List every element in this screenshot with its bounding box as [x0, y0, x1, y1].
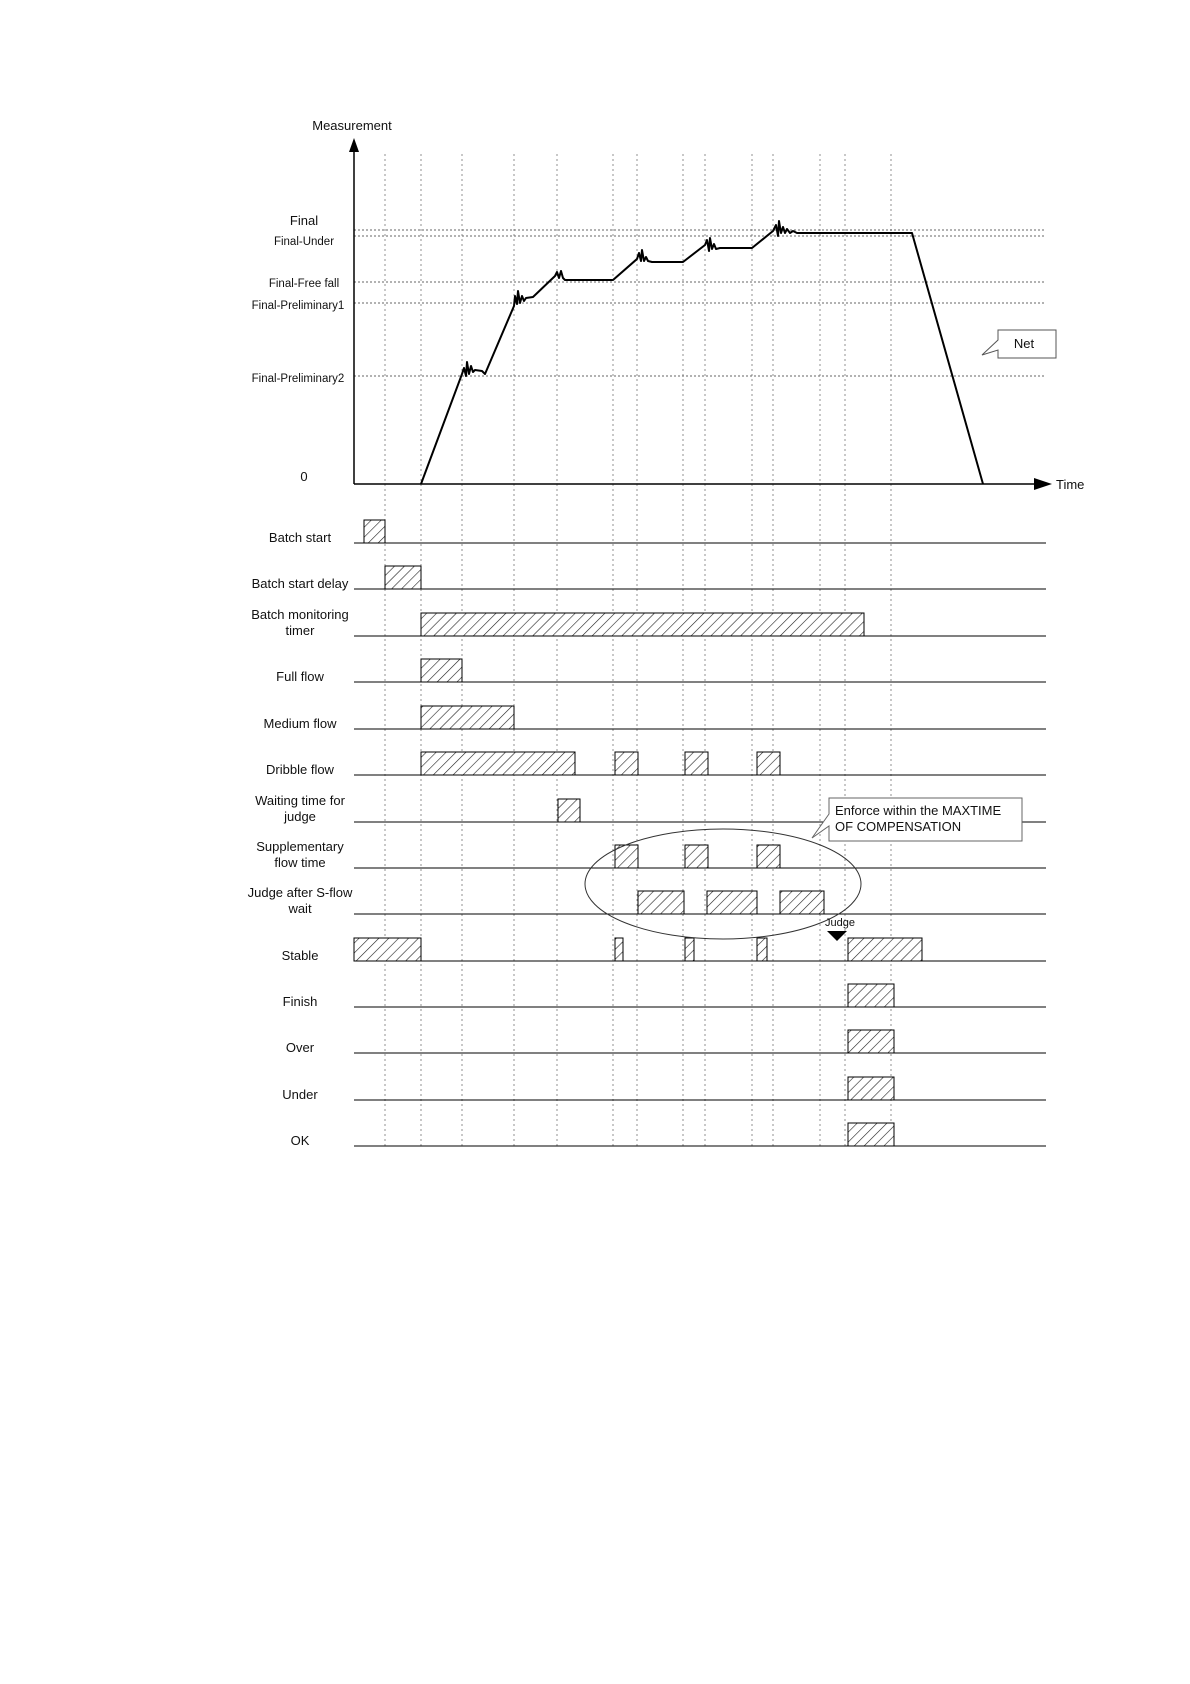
y-axis-title: Measurement — [312, 118, 392, 133]
signal-pulse — [421, 659, 462, 682]
signal-pulse — [615, 752, 638, 775]
measurement-trace — [421, 221, 983, 484]
signal-label: Supplementary — [256, 839, 344, 854]
signal-pulse — [848, 1030, 894, 1053]
signal-pulse — [848, 984, 894, 1007]
compensation-note-line-1: Enforce within the MAXTIME — [835, 803, 1002, 818]
signal-label: Batch monitoring — [251, 607, 349, 622]
level-label-final-preliminary1: Final-Preliminary1 — [251, 300, 345, 312]
zero-label: 0 — [300, 469, 308, 484]
signal-pulse — [685, 752, 708, 775]
judge-label: Judge — [825, 917, 855, 929]
signal-label: wait — [288, 901, 312, 916]
compensation-note-line-2: OF COMPENSATION — [835, 819, 962, 834]
signal-label: judge — [284, 809, 316, 824]
signal-label: timer — [285, 623, 315, 638]
signal-pulse — [685, 845, 708, 868]
signal-label: Full flow — [276, 669, 324, 684]
signal-pulse — [354, 938, 421, 961]
signal-label: Batch start delay — [251, 576, 349, 591]
judge-arrow-icon — [827, 931, 847, 941]
level-lines — [354, 230, 1046, 376]
x-axis — [354, 478, 1052, 490]
signal-pulse — [757, 938, 767, 961]
signal-label: OK — [290, 1133, 310, 1148]
signal-pulse — [638, 891, 684, 914]
judge-marker — [825, 917, 855, 941]
level-label-final-free-fall: Final-Free fall — [268, 278, 340, 290]
signal-pulse — [364, 520, 385, 543]
signal-label: Dribble flow — [266, 762, 334, 777]
signal-pulse — [757, 752, 780, 775]
signal-label: flow time — [274, 855, 326, 870]
signal-label: Batch start — [268, 530, 332, 545]
signal-pulse — [615, 938, 623, 961]
signal-label: Stable — [281, 948, 319, 963]
signal-pulse — [848, 1123, 894, 1146]
signal-pulse — [707, 891, 757, 914]
level-label-final: Final — [289, 213, 319, 228]
x-axis-title: Time — [1056, 477, 1085, 492]
signal-pulse — [757, 845, 780, 868]
signal-pulse — [848, 938, 922, 961]
net-label: Net — [1013, 336, 1035, 351]
signal-pulse — [421, 706, 514, 729]
signal-label: Over — [285, 1040, 315, 1055]
signal-label: Waiting time for — [255, 793, 345, 808]
y-axis — [349, 138, 359, 484]
net-callout — [982, 330, 1056, 358]
signal-pulse — [421, 613, 864, 636]
signal-pulse — [848, 1077, 894, 1100]
signal-pulse — [421, 752, 575, 775]
level-label-final-preliminary2: Final-Preliminary2 — [251, 373, 345, 385]
signal-label: Under — [282, 1087, 318, 1102]
signal-pulse — [385, 566, 421, 589]
signal-label: Medium flow — [263, 716, 337, 731]
signal-pulse — [685, 938, 694, 961]
signal-pulse — [780, 891, 824, 914]
signal-label: Finish — [282, 994, 318, 1009]
level-label-final-under: Final-Under — [273, 236, 335, 248]
signal-label: Judge after S-flow — [247, 885, 353, 900]
signal-pulse — [558, 799, 580, 822]
